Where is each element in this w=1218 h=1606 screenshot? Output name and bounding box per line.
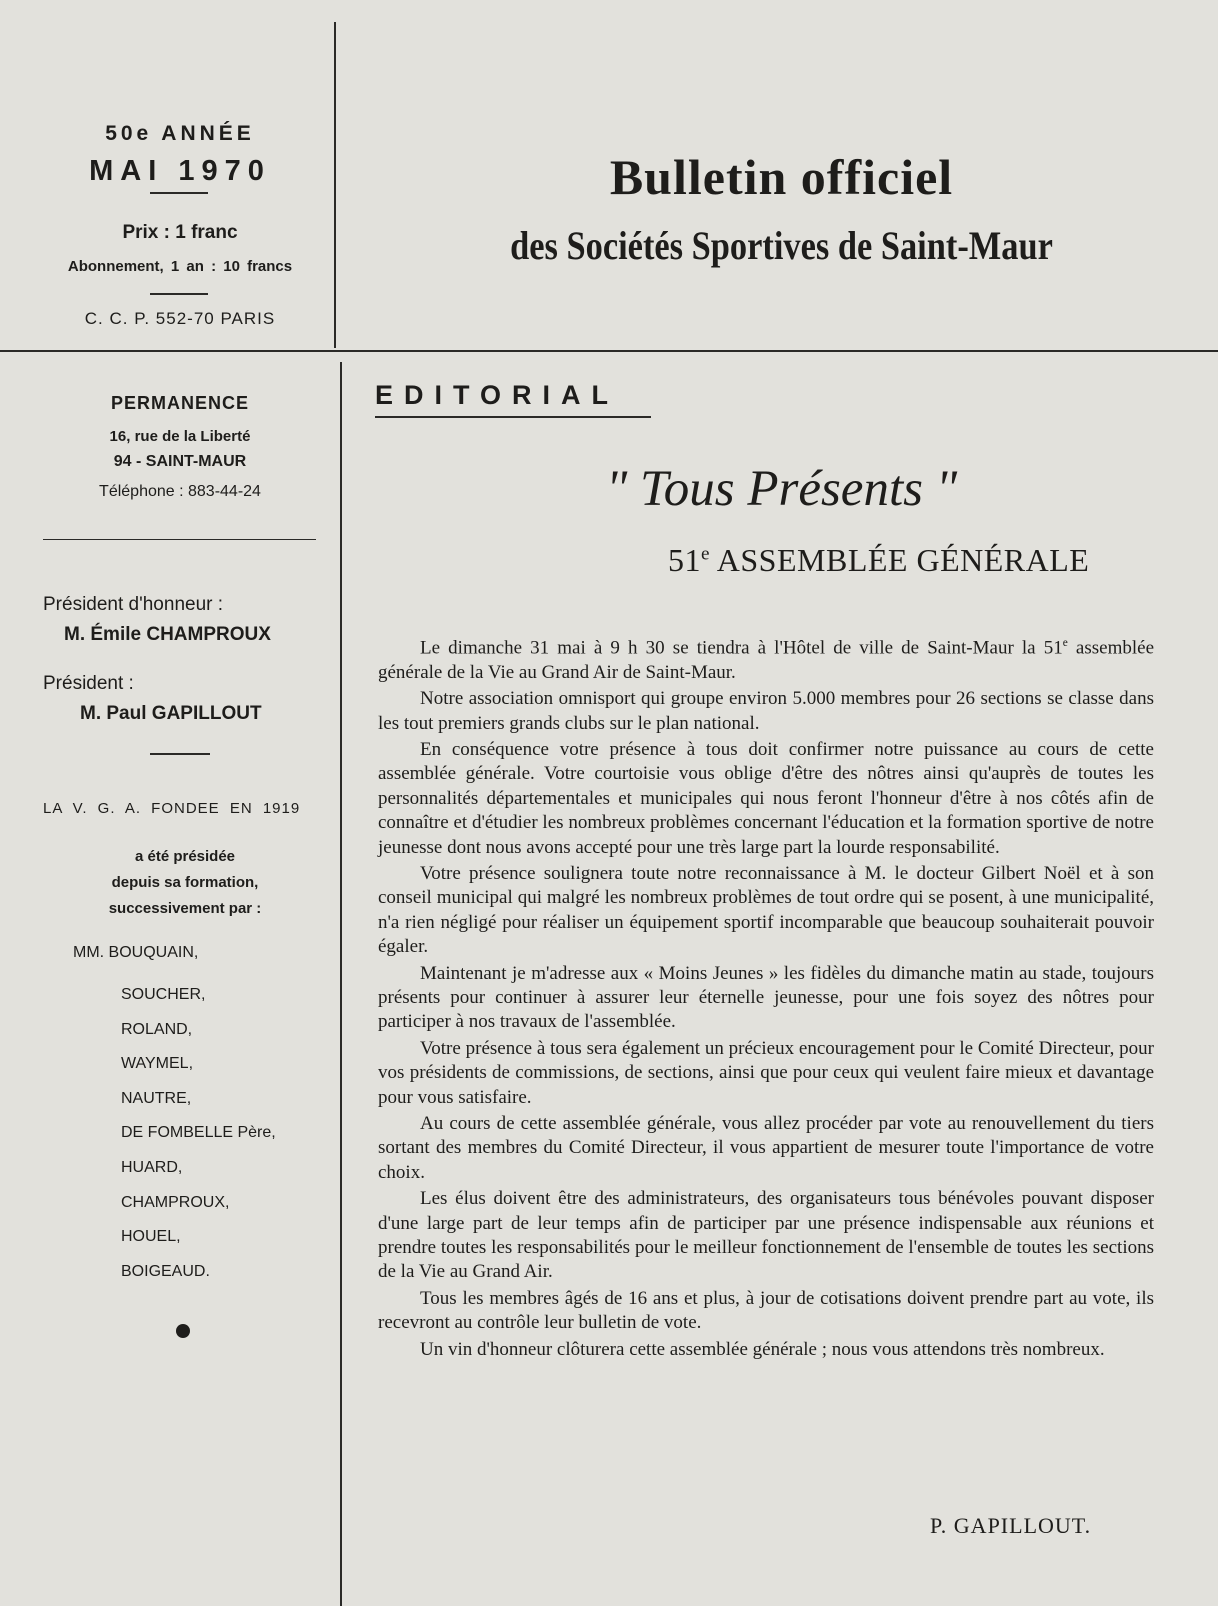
bulletin-subtitle: des Sociétés Sportives de Saint-Maur	[510, 223, 1053, 268]
past-president: SOUCHER,	[121, 986, 206, 1003]
founded-line: LA V. G. A. FONDEE EN 1919	[43, 800, 301, 817]
issue-date: MAI 1970	[89, 155, 271, 187]
subheadline-text: ASSEMBLÉE GÉNÉRALE	[710, 542, 1090, 578]
past-president: DE FOMBELLE Père,	[121, 1124, 276, 1142]
short-rule	[150, 293, 208, 295]
past-president: ROLAND,	[121, 1020, 193, 1038]
past-president: HOUEL,	[121, 1228, 181, 1246]
section-underline	[375, 416, 651, 418]
past-president: BOIGEAUD.	[121, 1262, 210, 1280]
past-president: HUARD,	[121, 1158, 183, 1176]
past-president: CHAMPROUX,	[121, 1193, 230, 1211]
presided-line: depuis sa formation,	[111, 874, 259, 891]
subscription: Abonnement, 1 an : 10 francs	[67, 258, 293, 275]
paragraph: Maintenant je m'adresse aux « Moins Jeunes » les fidèles du dimanche matin au stade, toujours présents pour continuer à assurer leur éternelle jeunesse, pour une fois soyez des nôtres pour participer à nos travaux de l'assemblée.	[378, 962, 1154, 1033]
signature: P. GAPILLOUT.	[930, 1513, 1092, 1538]
sidebar-rule	[43, 539, 316, 540]
paragraph-text: Le dimanche 31 mai à 9 h 30 se tiendra à l'Hôtel de ville de Saint-Maur la 51	[420, 637, 1063, 659]
paragraph	[378, 631, 1154, 685]
headline: " Tous Présents "	[605, 461, 958, 517]
president-label: Président :	[43, 673, 134, 694]
price: Prix : 1 franc	[122, 222, 238, 243]
paragraph-text: assemblée générale de la Vie au Grand Air de Saint-Maur.	[378, 637, 1154, 683]
presided-line: successivement par :	[108, 900, 262, 917]
header-column-divider	[334, 22, 336, 348]
past-presidents-list	[121, 978, 276, 1289]
subheadline	[668, 542, 1089, 579]
bulletin-title: Bulletin officiel	[609, 149, 954, 205]
issue-date-underline	[150, 192, 208, 194]
section-heading: EDITORIAL	[375, 380, 620, 410]
permanence-heading: PERMANENCE	[110, 393, 249, 413]
address-line-1: 16, rue de la Liberté	[109, 428, 251, 445]
paragraph: En conséquence votre présence à tous doit confirmer notre puissance au cours de cette assemblée générale. Votre courtoisie vous oblige d'être des nôtres ainsi qu'auprès de toutes les personnalités départementales et municipales qui nous feront l'honneur d'être à nos côtés afin de connaître et d'étudier les nombreux problèmes concernant l'éducation et la formation sportive de notre jeunesse dont nous avons accepté pour une très large part la lourde responsabilité.	[378, 738, 1154, 858]
paragraph: Au cours de cette assemblée générale, vous allez procéder par vote au renouvellement du tiers sortant des membres du Comité Directeur, il vous appartient de mesurer toute l'importance de votre choix.	[378, 1113, 1154, 1183]
editorial-body	[378, 631, 1154, 1364]
ccp-account: C. C. P. 552-70 PARIS	[84, 309, 276, 328]
paragraph: Notre association omnisport qui groupe environ 5.000 membres pour 26 sections se classe dans les tout premiers grands clubs sur le plan national.	[378, 688, 1154, 734]
honorary-president-name: M. Émile CHAMPROUX	[64, 624, 271, 645]
paragraph: Les élus doivent être des administrateurs, des organisateurs tous bénévoles pouvant disposer d'une large part de leur temps afin de participer par une présence indispensable aux réunions et prendre toutes les responsabilités pour le meilleur fonctionnement de l'ensemble de toutes les sections de la Vie au Grand Air.	[378, 1188, 1154, 1283]
past-president: NAUTRE,	[121, 1089, 192, 1107]
subheadline-number: 51	[668, 542, 701, 578]
paragraph: Votre présence soulignera toute notre reconnaissance à M. le docteur Gilbert Noël et à son conseil municipal qui malgré les nombreux problèmes de tout ordre qui se posent, à une municipalité, n'a rien négligé pour réaliser un équipement sportif incomparable que beaucoup souhaiterait pouvoir égaler.	[378, 862, 1154, 958]
past-president: WAYMEL,	[121, 1055, 194, 1073]
year-label: 50e ANNÉE	[105, 122, 255, 145]
honorary-president-label: Président d'honneur :	[43, 594, 224, 615]
address-line-2: 94 - SAINT-MAUR	[113, 453, 247, 470]
header-rule	[0, 350, 1218, 352]
phone-number: Téléphone : 883-44-24	[99, 483, 261, 500]
body-column-divider	[340, 362, 342, 1606]
past-president-first: MM. BOUQUAIN,	[73, 944, 199, 961]
bullet-dot-icon	[176, 1324, 190, 1338]
paragraph: Un vin d'honneur clôturera cette assemblée générale ; nous vous attendons très nombreux.	[420, 1338, 1105, 1360]
ordinal: e	[1062, 637, 1068, 649]
subheadline-ordinal: e	[701, 543, 711, 565]
president-name: M. Paul GAPILLOUT	[80, 703, 262, 724]
paragraph: Votre présence à tous sera également un précieux encouragement pour le Comité Directeur, pour vos présidents de commissions, de sections, ainsi que pour ceux qui veulent faire mieux et davantage pour vous satisfaire.	[378, 1037, 1154, 1108]
presided-text	[40, 844, 330, 922]
paragraph: Tous les membres âgés de 16 ans et plus, à jour de cotisations doivent prendre part au vote, ils recevront au contrôle leur bulletin de vote.	[378, 1287, 1154, 1334]
short-rule	[150, 753, 210, 755]
presided-line: a été présidée	[134, 848, 236, 865]
